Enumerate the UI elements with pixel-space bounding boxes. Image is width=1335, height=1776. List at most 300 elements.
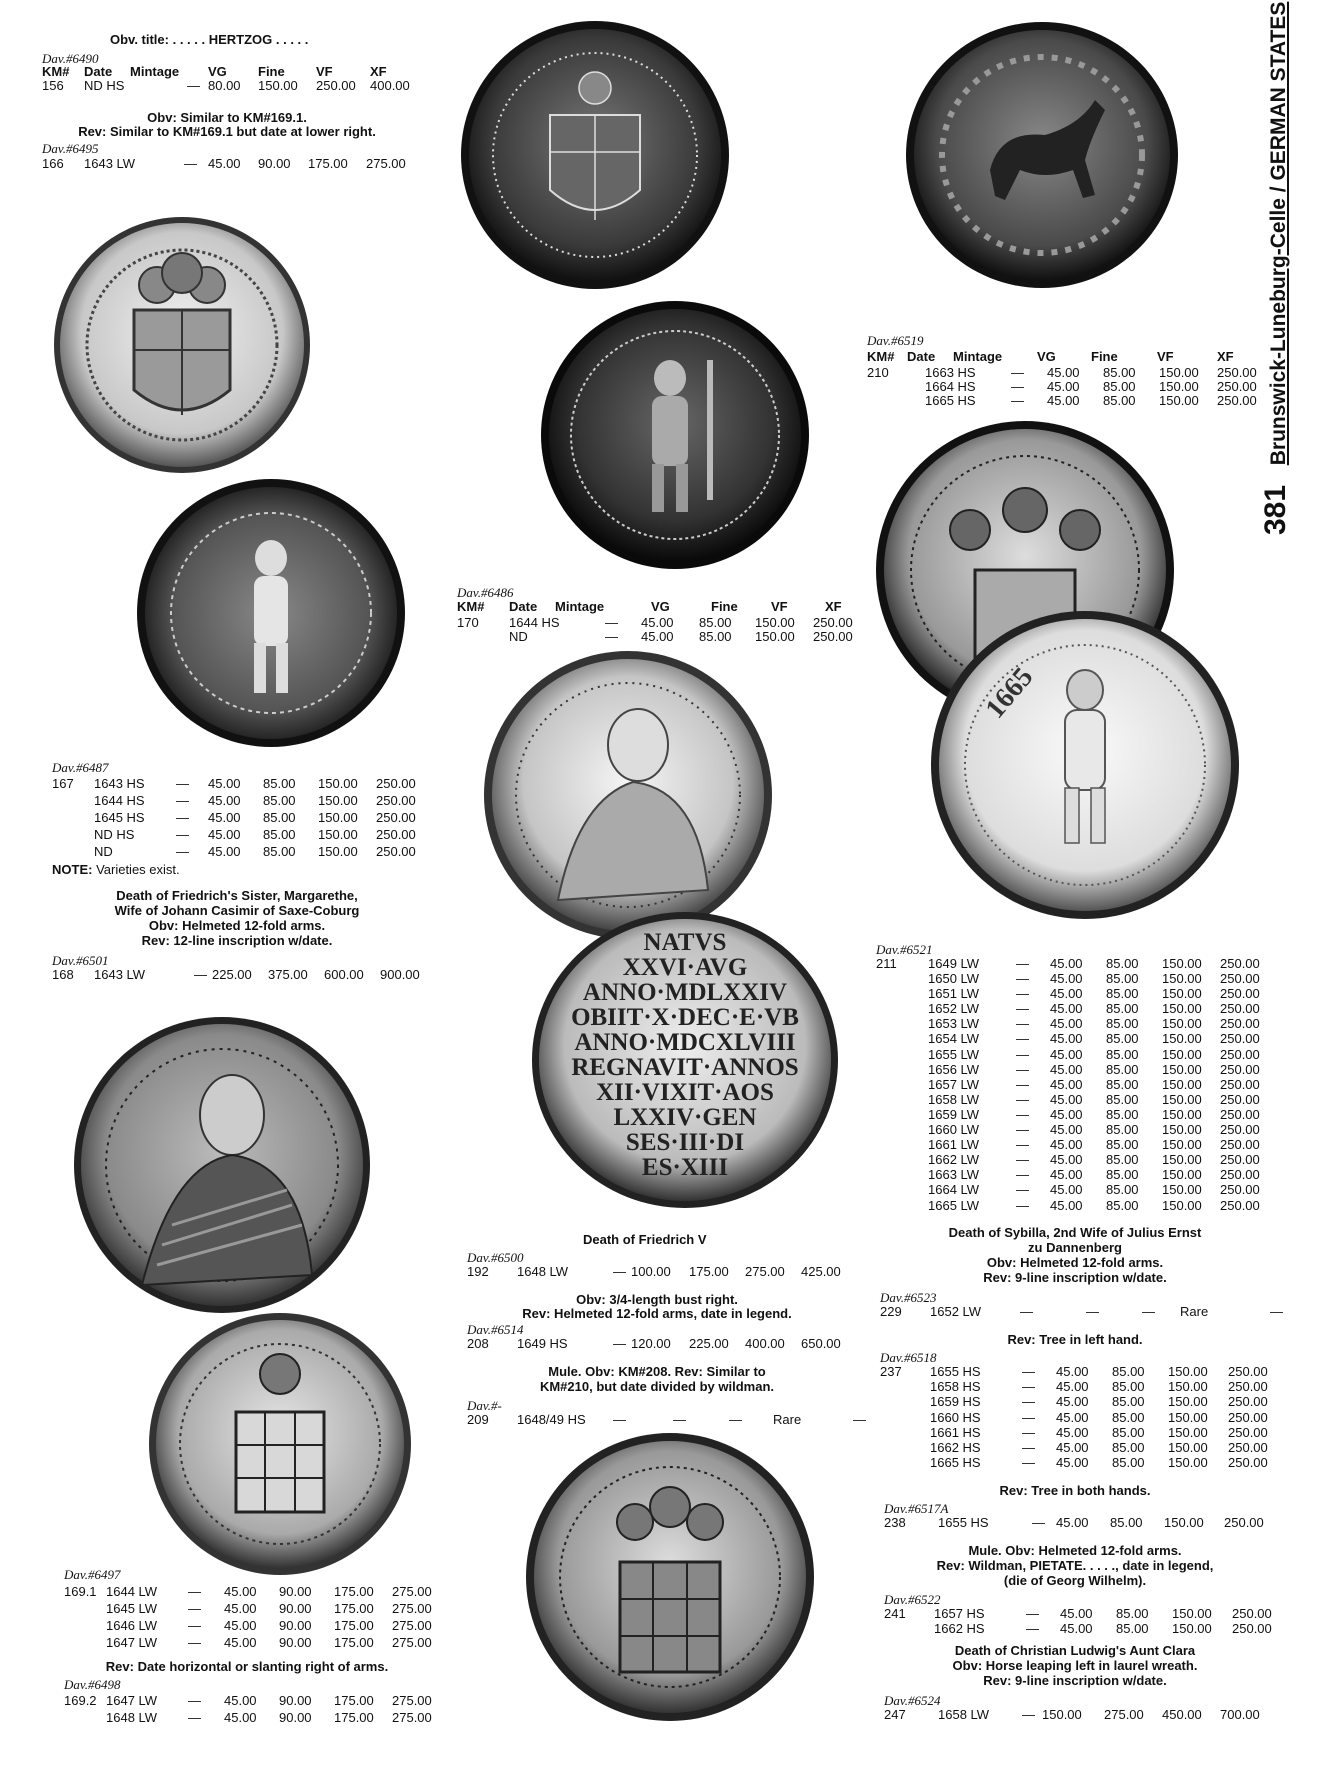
price-vg: 45.00 — [1050, 1031, 1083, 1047]
dav-ref: Dav.#6521 — [876, 942, 933, 957]
date-cell: 1662 HS — [930, 1440, 981, 1456]
km-number — [876, 1152, 928, 1167]
price-vg: 45.00 — [1056, 1440, 1089, 1456]
price-vf: 150.00 — [1168, 1379, 1208, 1395]
coin-wildman-image — [136, 478, 406, 748]
price-vg: 45.00 — [1060, 1621, 1093, 1636]
price-vf: 150.00 — [1172, 1606, 1212, 1621]
date-cell: 1644 HS — [509, 615, 560, 630]
km-number: 238 — [884, 1515, 906, 1530]
price-vg: 45.00 — [224, 1584, 257, 1599]
note — [52, 862, 180, 877]
table-row — [52, 809, 416, 826]
price-fine: 85.00 — [1106, 1182, 1139, 1198]
km-number — [876, 1198, 928, 1213]
mintage-cell: — — [1016, 1152, 1029, 1168]
price-fine: 85.00 — [1103, 379, 1136, 394]
price-xf: — — [853, 1412, 866, 1427]
km-number: 237 — [880, 1364, 902, 1379]
dav-ref: Dav.#6486 — [457, 585, 514, 600]
price-vg: 45.00 — [1050, 1137, 1083, 1153]
mintage-cell: — — [1022, 1394, 1035, 1410]
table-row — [52, 968, 420, 982]
table-row — [876, 1001, 1260, 1016]
inscription-line: ANNO·MDCXLVIII — [574, 1029, 796, 1056]
price-fine: 85.00 — [1112, 1409, 1145, 1425]
km-number — [880, 1394, 930, 1409]
date-cell: 1658 LW — [928, 1091, 980, 1107]
title-line: KM#210, but date divided by wildman. — [539, 1379, 775, 1394]
coin-dark-arms-image — [460, 20, 730, 290]
price-vg: 45.00 — [1050, 1182, 1083, 1198]
mintage-cell: — — [176, 810, 189, 825]
title-line: Rev: 9-line inscription w/date. — [983, 1270, 1167, 1285]
section-title: Death of Friedrich V — [583, 1232, 707, 1247]
mintage-cell: — — [605, 629, 618, 644]
price-vg: 100.00 — [631, 1264, 671, 1279]
date-cell: 1647 LW — [106, 1693, 158, 1708]
mintage-cell: — — [188, 1635, 201, 1650]
price-xf: 425.00 — [801, 1264, 841, 1279]
coin-wildman-dark-image — [540, 300, 810, 570]
km-number — [64, 1709, 106, 1726]
price-vg: 45.00 — [1056, 1394, 1089, 1410]
price-fine: 85.00 — [263, 776, 296, 791]
title-line: (die of Georg Wilhelm). — [1003, 1573, 1147, 1588]
price-vf: Rare — [773, 1412, 802, 1427]
mintage-cell: — — [1016, 1137, 1029, 1153]
price-vg: 45.00 — [224, 1601, 257, 1616]
col-header: KM# — [42, 64, 70, 79]
dav-ref: Dav.#6495 — [42, 141, 99, 156]
price-vf: 275.00 — [745, 1264, 785, 1279]
km-number — [880, 1425, 930, 1440]
page-number: 381 — [1259, 484, 1292, 535]
mintage-cell: — — [1022, 1440, 1035, 1456]
price-vg: 45.00 — [1050, 1001, 1083, 1017]
price-vf: 150.00 — [1159, 379, 1199, 394]
price-vf: 150.00 — [755, 629, 795, 644]
mintage-cell: — — [613, 1412, 626, 1427]
price-vg: 150.00 — [1042, 1707, 1082, 1722]
price-fine: 90.00 — [279, 1618, 312, 1633]
price-xf: 250.00 — [1220, 1031, 1260, 1047]
date-cell: ND HS — [94, 827, 135, 842]
mintage-cell: — — [188, 1693, 201, 1708]
km-number — [876, 1137, 928, 1152]
price-table — [880, 1305, 1283, 1319]
price-table — [64, 1583, 432, 1651]
km-number — [884, 1621, 934, 1636]
mintage-cell: — — [1022, 1379, 1035, 1395]
table-row — [64, 1583, 432, 1600]
obverse-title-note: Obv. title: . . . . . HERTZOG . . . . . — [110, 32, 309, 47]
dav-ref: Dav.#- — [467, 1398, 502, 1413]
mintage-cell: — — [1022, 1364, 1035, 1379]
dav-ref: Dav.#6497 — [64, 1567, 121, 1582]
price-xf: 700.00 — [1220, 1707, 1260, 1722]
price-vf: 150.00 — [1162, 1106, 1202, 1122]
km-number — [52, 792, 94, 809]
price-xf: 250.00 — [1228, 1409, 1268, 1425]
price-vg: 45.00 — [1050, 956, 1083, 971]
mintage-cell: — — [1016, 1106, 1029, 1122]
km-number — [876, 1047, 928, 1062]
date-cell: 1658 HS — [930, 1379, 981, 1395]
table-row — [867, 380, 1257, 394]
date-cell: 1659 HS — [930, 1394, 981, 1410]
table-row — [52, 843, 416, 860]
table-row — [876, 1107, 1260, 1122]
km-number — [876, 1167, 928, 1182]
date-cell: ND — [94, 844, 113, 859]
price-fine: 85.00 — [1116, 1621, 1149, 1636]
title-line: Obv: Horse leaping left in laurel wreath. — [952, 1658, 1198, 1673]
price-vg: 45.00 — [641, 615, 674, 630]
price-vg: 45.00 — [224, 1618, 257, 1633]
price-xf: 250.00 — [1220, 1091, 1260, 1107]
price-table — [884, 1708, 1260, 1722]
table-header-row — [42, 65, 410, 79]
mintage-cell: — — [1016, 1167, 1029, 1183]
table-row — [876, 1062, 1260, 1077]
mintage-cell: — — [1016, 1122, 1029, 1138]
table-row — [876, 1077, 1260, 1092]
price-fine: 85.00 — [1112, 1455, 1145, 1471]
dav-ref: Dav.#6518 — [880, 1350, 937, 1365]
price-xf: 275.00 — [392, 1584, 432, 1599]
price-vg: 45.00 — [1047, 365, 1080, 380]
km-number: 167 — [52, 776, 74, 791]
km-number — [876, 1107, 928, 1122]
col-header: KM# — [457, 599, 485, 614]
price-xf: 250.00 — [1220, 986, 1260, 1002]
dav-ref: Dav.#6522 — [884, 1592, 941, 1607]
price-vf: 150.00 — [1162, 986, 1202, 1002]
date-cell: 1661 LW — [928, 1137, 980, 1153]
table-row — [42, 157, 406, 171]
date-cell: 1652 LW — [928, 1001, 980, 1017]
mintage-cell: — — [188, 1618, 201, 1633]
price-table — [867, 366, 1257, 408]
mintage-cell: — — [176, 827, 189, 842]
mintage-cell: — — [188, 1584, 201, 1599]
km-number — [876, 1077, 928, 1092]
mintage-cell: — — [1016, 956, 1029, 971]
price-vf: 175.00 — [308, 156, 348, 171]
price-vg: 45.00 — [224, 1693, 257, 1708]
date-cell: 1646 LW — [106, 1618, 158, 1633]
price-vf: 150.00 — [1168, 1394, 1208, 1410]
price-vf: 150.00 — [1168, 1424, 1208, 1440]
km-number — [876, 1031, 928, 1046]
price-vg: 45.00 — [1050, 1046, 1083, 1062]
running-head — [1259, 1, 1312, 540]
price-vg: 45.00 — [1050, 1152, 1083, 1168]
price-fine: 85.00 — [263, 810, 296, 825]
col-header: Fine — [258, 64, 285, 79]
price-fine: 85.00 — [1110, 1515, 1143, 1530]
price-table — [467, 1413, 866, 1427]
table-row — [884, 1708, 1260, 1722]
price-table — [876, 956, 1260, 1213]
inscription-line: XXVI·AVG — [622, 954, 748, 981]
dav-ref: Dav.#6517A — [884, 1501, 949, 1516]
price-vg: 45.00 — [1050, 1122, 1083, 1138]
price-vg: 45.00 — [1050, 1106, 1083, 1122]
coin-arms-image — [52, 215, 312, 475]
price-fine: 85.00 — [1106, 1137, 1139, 1153]
km-number — [876, 1001, 928, 1016]
mintage-cell: — — [1011, 393, 1024, 408]
coin-bust-right-image — [483, 650, 773, 940]
price-xf: 250.00 — [1220, 1076, 1260, 1092]
table-header-row — [867, 350, 1234, 364]
price-vg: 45.00 — [1050, 971, 1083, 987]
section-title — [880, 1225, 1270, 1285]
running-head-title: Brunswick-Luneburg-Celle / GERMAN STATES — [1267, 1, 1290, 466]
date-cell: 1658 LW — [938, 1707, 990, 1722]
price-xf: 250.00 — [1232, 1606, 1272, 1621]
price-fine: 85.00 — [1112, 1364, 1145, 1379]
inscription-line: NATVS — [643, 929, 727, 956]
price-xf: 275.00 — [392, 1601, 432, 1616]
price-table — [867, 350, 1234, 364]
mintage-cell: — — [1022, 1455, 1035, 1471]
price-fine: 85.00 — [1106, 1106, 1139, 1122]
mintage-cell: — — [176, 776, 189, 791]
price-vf: 150.00 — [1162, 1061, 1202, 1077]
price-fine: 85.00 — [1106, 1167, 1139, 1183]
date-cell: 1665 HS — [930, 1455, 981, 1471]
col-header: VG — [208, 64, 227, 79]
date-cell: 1659 LW — [928, 1106, 980, 1122]
date-cell: 1660 LW — [928, 1122, 980, 1138]
table-row — [884, 1621, 1272, 1636]
date-cell: 1653 LW — [928, 1016, 980, 1032]
dav-ref: Dav.#6524 — [884, 1693, 941, 1708]
mintage-cell: — — [1026, 1606, 1039, 1621]
table-row — [876, 1031, 1260, 1046]
title-line: Death of Sybilla, 2nd Wife of Julius Ernst — [948, 1225, 1202, 1240]
price-vf: 150.00 — [318, 776, 358, 791]
price-fine: 85.00 — [1106, 1091, 1139, 1107]
price-vg: 45.00 — [1050, 1076, 1083, 1092]
km-number: 241 — [884, 1606, 906, 1621]
reverse-note: Rev: Helmeted 12-fold arms, date in legend. — [522, 1306, 792, 1321]
price-vf: 150.00 — [1168, 1409, 1208, 1425]
price-xf: 275.00 — [392, 1635, 432, 1650]
price-fine: — — [1142, 1304, 1155, 1319]
price-vf: 150.00 — [318, 827, 358, 842]
table-row — [42, 79, 410, 93]
price-table — [467, 1337, 841, 1351]
col-header: VF — [316, 64, 333, 79]
price-xf: 250.00 — [1220, 1182, 1260, 1198]
dav-ref: Dav.#6514 — [467, 1322, 524, 1337]
date-cell: 1644 HS — [94, 793, 145, 808]
price-table — [884, 1516, 1264, 1530]
price-xf: 250.00 — [1217, 379, 1257, 394]
km-number — [52, 809, 94, 826]
section-title — [880, 1643, 1270, 1688]
date-cell: 1661 HS — [930, 1424, 981, 1440]
date-cell: 1665 LW — [928, 1197, 980, 1213]
price-vf: 150.00 — [755, 615, 795, 630]
title-line: Wife of Johann Casimir of Saxe-Coburg — [114, 903, 360, 918]
col-header: Mintage — [130, 64, 180, 79]
table-row — [52, 792, 416, 809]
table-row — [64, 1709, 432, 1726]
mintage-cell: — — [605, 615, 618, 630]
price-vf: 150.00 — [1162, 1167, 1202, 1183]
mintage-cell: — — [176, 844, 189, 859]
price-vg: 45.00 — [224, 1710, 257, 1725]
price-vf: 150.00 — [1162, 1091, 1202, 1107]
table-header-row — [457, 600, 842, 614]
mintage-cell: — — [1020, 1304, 1033, 1319]
price-vg: 45.00 — [1056, 1424, 1089, 1440]
col-header: Fine — [1091, 349, 1118, 364]
date-cell: 1648 LW — [517, 1264, 569, 1279]
price-xf: 250.00 — [1220, 1152, 1260, 1168]
price-xf: 275.00 — [366, 156, 406, 171]
price-xf: 250.00 — [1228, 1440, 1268, 1456]
km-number: 229 — [880, 1304, 902, 1319]
date-cell: 1645 LW — [106, 1601, 158, 1616]
km-number — [876, 1016, 928, 1031]
km-number — [64, 1600, 106, 1617]
price-fine: 85.00 — [1112, 1379, 1145, 1395]
price-fine: 225.00 — [689, 1336, 729, 1351]
price-vg: — — [1086, 1304, 1099, 1319]
table-row — [884, 1606, 1272, 1621]
col-header: Date — [84, 64, 113, 79]
col-header: Mintage — [953, 349, 1003, 364]
mintage-cell: — — [1011, 379, 1024, 394]
price-vg: 45.00 — [1056, 1379, 1089, 1395]
date-cell: 1652 LW — [930, 1304, 982, 1319]
price-xf: 275.00 — [392, 1618, 432, 1633]
price-vg: 45.00 — [208, 844, 241, 859]
date-cell: 1657 LW — [928, 1076, 980, 1092]
col-header: XF — [825, 599, 842, 614]
table-row — [880, 1440, 1268, 1455]
table-row — [876, 1152, 1260, 1167]
price-vg: 45.00 — [1050, 1061, 1083, 1077]
inscription-line: REGNAVIT·ANNOS — [571, 1054, 799, 1081]
price-vf: 150.00 — [318, 810, 358, 825]
price-table — [52, 968, 420, 982]
coin-arms-bottom-image — [525, 1432, 815, 1722]
price-fine: 90.00 — [279, 1710, 312, 1725]
date-cell: 1660 HS — [930, 1409, 981, 1425]
reverse-note: Rev: Tree in both hands. — [999, 1483, 1151, 1498]
price-fine: 85.00 — [263, 793, 296, 808]
price-vg: 45.00 — [208, 793, 241, 808]
col-header: Mintage — [555, 599, 605, 614]
date-cell: 1663 HS — [925, 365, 976, 380]
price-xf: 250.00 — [1220, 1137, 1260, 1153]
col-header: VG — [651, 599, 670, 614]
table-row — [880, 1455, 1268, 1470]
date-cell: 1662 HS — [934, 1621, 985, 1636]
date-cell: 1664 LW — [928, 1182, 980, 1198]
price-vf: 175.00 — [334, 1635, 374, 1650]
price-fine: 90.00 — [258, 156, 291, 171]
date-cell: 1644 LW — [106, 1584, 158, 1599]
price-table — [52, 775, 416, 860]
table-row — [876, 1137, 1260, 1152]
date-cell: 1648 LW — [106, 1710, 158, 1725]
title-line: Rev: 9-line inscription w/date. — [983, 1673, 1167, 1688]
price-xf: 250.00 — [1220, 1046, 1260, 1062]
price-vf: 175.00 — [334, 1601, 374, 1616]
date-cell: 1648/49 HS — [517, 1412, 586, 1427]
price-vg: — — [673, 1412, 686, 1427]
price-vg: 45.00 — [1050, 1016, 1083, 1032]
price-fine: 85.00 — [1112, 1440, 1145, 1456]
price-xf: 250.00 — [1220, 1061, 1260, 1077]
inscription-line: ANNO·MDLXXIV — [582, 979, 788, 1006]
km-number: 168 — [52, 967, 74, 982]
col-header: VF — [771, 599, 788, 614]
price-vf: 150.00 — [1162, 956, 1202, 971]
price-table — [467, 1265, 841, 1279]
price-fine: 85.00 — [1112, 1394, 1145, 1410]
price-fine: 85.00 — [263, 844, 296, 859]
mintage-cell: — — [1016, 1001, 1029, 1017]
table-row — [876, 971, 1260, 986]
price-vf: 150.00 — [1168, 1364, 1208, 1379]
price-fine: 85.00 — [1106, 956, 1139, 971]
price-vf: 600.00 — [324, 967, 364, 982]
table-row — [876, 1016, 1260, 1031]
price-vf: 450.00 — [1162, 1707, 1202, 1722]
km-number — [880, 1440, 930, 1455]
price-fine: 85.00 — [1116, 1606, 1149, 1621]
mintage-cell: — — [176, 793, 189, 808]
table-row — [876, 1122, 1260, 1137]
date-cell: ND HS — [84, 78, 125, 93]
price-xf: 250.00 — [1220, 1016, 1260, 1032]
price-xf: 250.00 — [1220, 1106, 1260, 1122]
price-xf: 250.00 — [1217, 365, 1257, 380]
price-vf: Rare — [1180, 1304, 1209, 1319]
km-number: 211 — [876, 956, 897, 971]
inscription-line: XII·VIXIT·AOS — [596, 1079, 774, 1106]
price-vf: 250.00 — [316, 78, 356, 93]
km-number — [880, 1410, 930, 1425]
price-fine: 275.00 — [1104, 1707, 1144, 1722]
price-xf: 650.00 — [801, 1336, 841, 1351]
km-number — [880, 1455, 930, 1470]
price-vf: 150.00 — [1162, 1197, 1202, 1213]
mintage-cell: — — [187, 78, 200, 93]
price-xf: 250.00 — [1220, 956, 1260, 971]
price-fine: 85.00 — [1106, 1031, 1139, 1047]
mintage-cell: — — [1016, 1182, 1029, 1198]
price-table — [457, 616, 853, 644]
coin-inscription-image — [530, 910, 840, 1210]
date-cell: 1663 LW — [928, 1167, 980, 1183]
price-fine: 85.00 — [1106, 986, 1139, 1002]
table-row — [880, 1364, 1268, 1379]
mintage-cell: — — [1016, 1061, 1029, 1077]
reverse-note: Rev: Similar to KM#169.1 but date at lower right. — [78, 124, 376, 139]
price-xf: 400.00 — [370, 78, 410, 93]
price-xf: 250.00 — [1220, 1197, 1260, 1213]
